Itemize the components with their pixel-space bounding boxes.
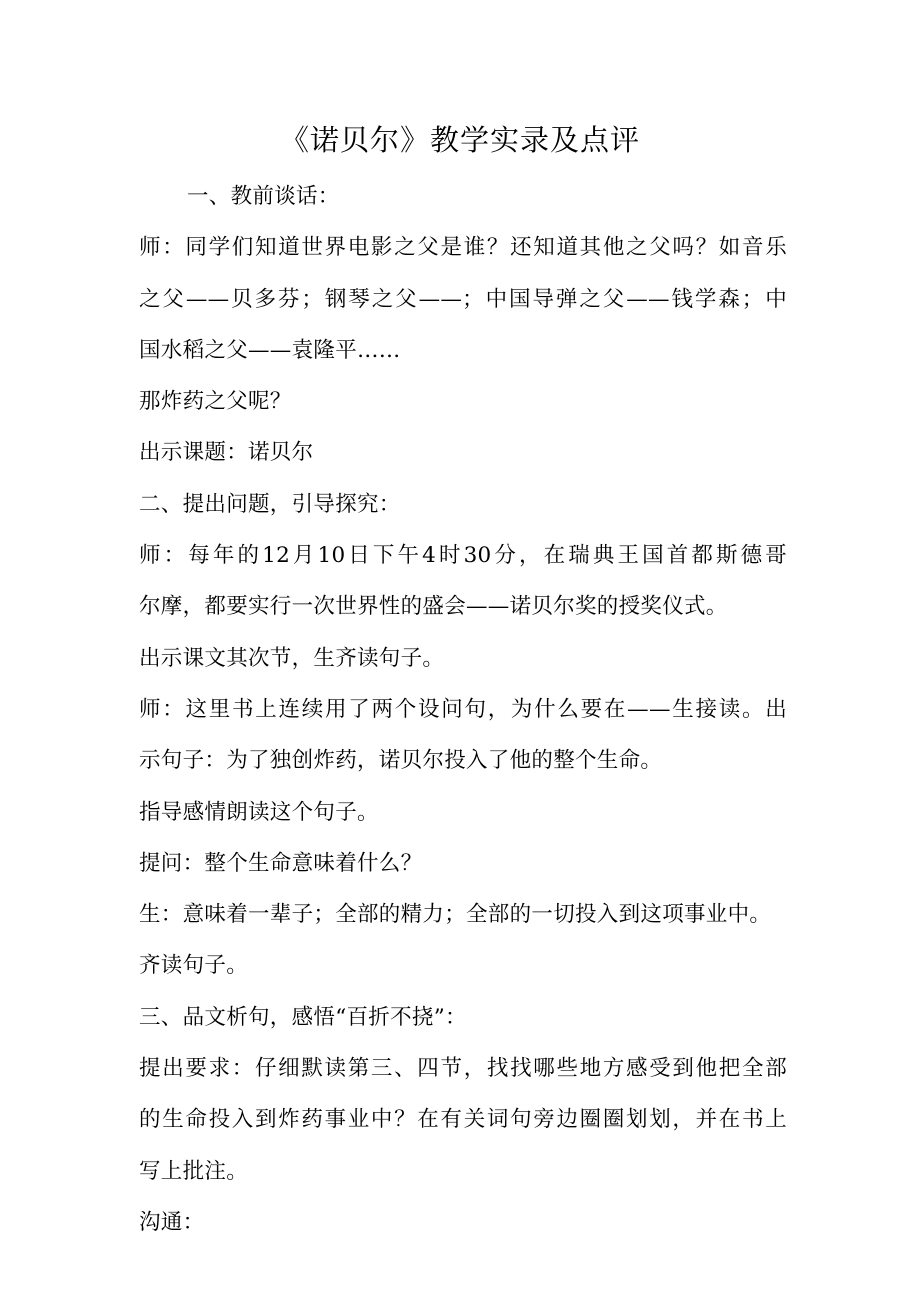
paragraph-line: 国水稻之父——袁隆平…… <box>139 337 401 363</box>
paragraph-line: 出示课文其次节，生齐读句子。 <box>139 645 445 671</box>
paragraph-line: 写上批注。 <box>139 1158 249 1184</box>
paragraph-line: 师：这里书上连续用了两个设问句，为什么要在——生接读。出 <box>139 696 787 722</box>
paragraph-line: 之父——贝多芬；钢琴之父——；中国导弹之父——钱学森；中 <box>139 286 787 312</box>
paragraph-line: 示句子：为了独创炸药，诺贝尔投入了他的整个生命。 <box>139 748 663 774</box>
paragraph-line: 提出要求：仔细默读第三、四节，找找哪些地方感受到他把全部 <box>139 1056 787 1082</box>
paragraph-line: 师：每年的12月10日下午4时30分，在瑞典王国首都斯德哥 <box>139 543 787 569</box>
document-body <box>139 171 787 1248</box>
document-title: 《诺贝尔》教学实录及点评 <box>279 123 640 157</box>
paragraph-line: 出示课题：诺贝尔 <box>139 440 314 466</box>
paragraph-line: 的生命投入到炸药事业中？在有关词句旁边圈圈划划，并在书上 <box>139 1107 787 1133</box>
paragraph-line: 指导感情朗读这个句子。 <box>139 799 379 825</box>
paragraph-line: 提问：整个生命意味着什么？ <box>139 850 423 876</box>
paragraph-line: 那炸药之父呢？ <box>139 389 292 415</box>
section-heading-1: 一、教前谈话： <box>187 184 340 209</box>
paragraph-line: 齐读句子。 <box>139 953 249 979</box>
paragraph-line: 沟通： <box>139 1209 205 1235</box>
paragraph-line: 师：同学们知道世界电影之父是谁？还知道其他之父吗？如音乐 <box>139 235 787 261</box>
section-heading-3: 三、品文析句，感悟“百折不挠”： <box>139 1004 467 1030</box>
paragraph-line: 生：意味着一辈子；全部的精力；全部的一切投入到这项事业中。 <box>139 902 772 928</box>
paragraph-line: 尔摩，都要实行一次世界性的盛会——诺贝尔奖的授奖仪式。 <box>139 594 728 620</box>
section-heading-2: 二、提出问题，引导探究： <box>139 491 401 517</box>
